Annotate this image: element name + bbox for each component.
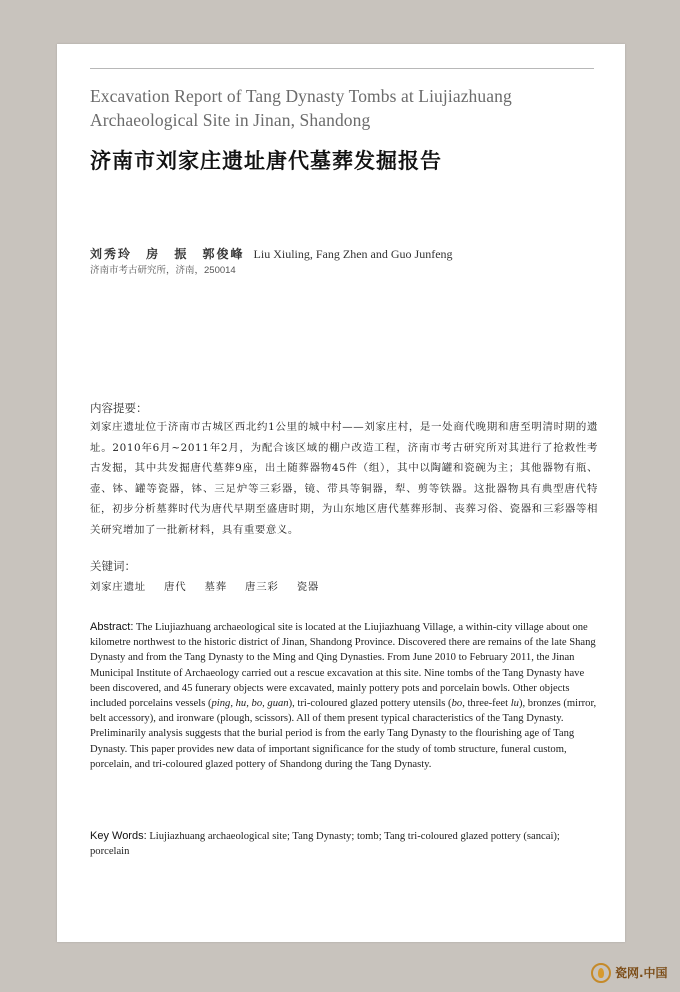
- english-abstract-italic-1: ping, hu, bo, guan: [211, 698, 289, 710]
- english-abstract-text-3: , three-feet: [462, 698, 511, 710]
- english-keywords-text: Liujiazhuang archaeological site; Tang Dynasty; tomb; Tang tri-coloured glazed pottery (sancai); porcelain: [90, 831, 560, 858]
- english-abstract-text-4: ), bronzes (mirror, belt accessory), and ironware (plough, scissors). All of them present typical characteristics of the Tang Dynasty. Preliminarily analysis suggests that the burial period is from the early Tang Dynasty to the flourishing age of Tang Dynasty. This paper provides new data of important significance for the study of tomb structure, funeral custom, porcelain, and tri-coloured glazed pottery of Shandong during the Tang Dynasty.: [90, 698, 597, 770]
- chinese-keywords: 刘家庄遗址 唐代 墓葬 唐三彩 瓷器: [90, 581, 320, 593]
- watermark-text: 瓷网.中国: [615, 966, 668, 980]
- chinese-abstract-label: 内容提要：: [90, 403, 148, 415]
- chinese-title: 济南市刘家庄遗址唐代墓葬发掘报告: [90, 148, 442, 173]
- watermark-logo: [591, 962, 677, 984]
- english-abstract-text-1: The Liujiazhuang archaeological site is located at the Liujiazhuang Village, a within-city village about one kilometre northwest to the historic district of Jinan, Shandong Province. Discovered there are remains of the late Shang Dynasty and from the Tang Dynasty to the Ming and Qing Dynasties. From June 2010 to February 2011, the Jinan Municipal Institute of Archaeology carried out a rescue excavation at this site. Nine tombs of the Tang Dynasty have been discovered, and 45 funerary objects were excavated, mainly pottery pots and porcelain bowls. Other objects included porcelains vessels (: [90, 622, 596, 710]
- chinese-keywords-label: 关键词：: [90, 561, 136, 573]
- english-abstract-italic-3: lu: [510, 698, 519, 710]
- english-keywords: [90, 829, 598, 859]
- english-title: Excavation Report of Tang Dynasty Tombs at Liujiazhuang Archaeological Site in Jinan, Shandong: [90, 86, 512, 130]
- paper-page: [57, 44, 625, 942]
- english-abstract-label: Abstract:: [90, 621, 134, 633]
- authors-english: Liu Xiuling, Fang Zhen and Guo Junfeng: [253, 247, 453, 261]
- authors-chinese: 刘秀玲 房 振 郭俊峰: [90, 247, 245, 261]
- english-abstract: [90, 620, 598, 772]
- top-rule: [90, 68, 594, 69]
- chinese-abstract: 刘家庄遗址位于济南市古城区西北约1公里的城中村——刘家庄村，是一处商代晚期和唐至明清时期的遗址。2010年6月~2011年2月，为配合该区域的棚户改造工程，济南市考古研究所对其进行了抢救性考古发掘，其中共发掘唐代墓葬9座，出土随葬器物45件（组），其中以陶罐和瓷碗为主；其他器物有瓶、壶、钵、罐等瓷器，钵、三足炉等三彩器，镜、带具等铜器，犁、剪等铁器。这批器物具有典型唐代特征，初步分析墓葬时代为唐代早期至盛唐时期，为山东地区唐代墓葬形制、丧葬习俗、瓷器和三彩器等相关研究增加了一批新材料，具有重要意义。: [90, 421, 598, 536]
- english-abstract-italic-2: bo: [451, 698, 463, 710]
- english-abstract-text-2: ), tri-coloured glazed pottery utensils (: [288, 698, 452, 710]
- affiliation: 济南市考古研究所，济南，250014: [90, 265, 236, 276]
- vase-logo-icon: [591, 963, 611, 983]
- authors-line: [90, 245, 600, 263]
- english-keywords-label: Key Words:: [90, 830, 147, 842]
